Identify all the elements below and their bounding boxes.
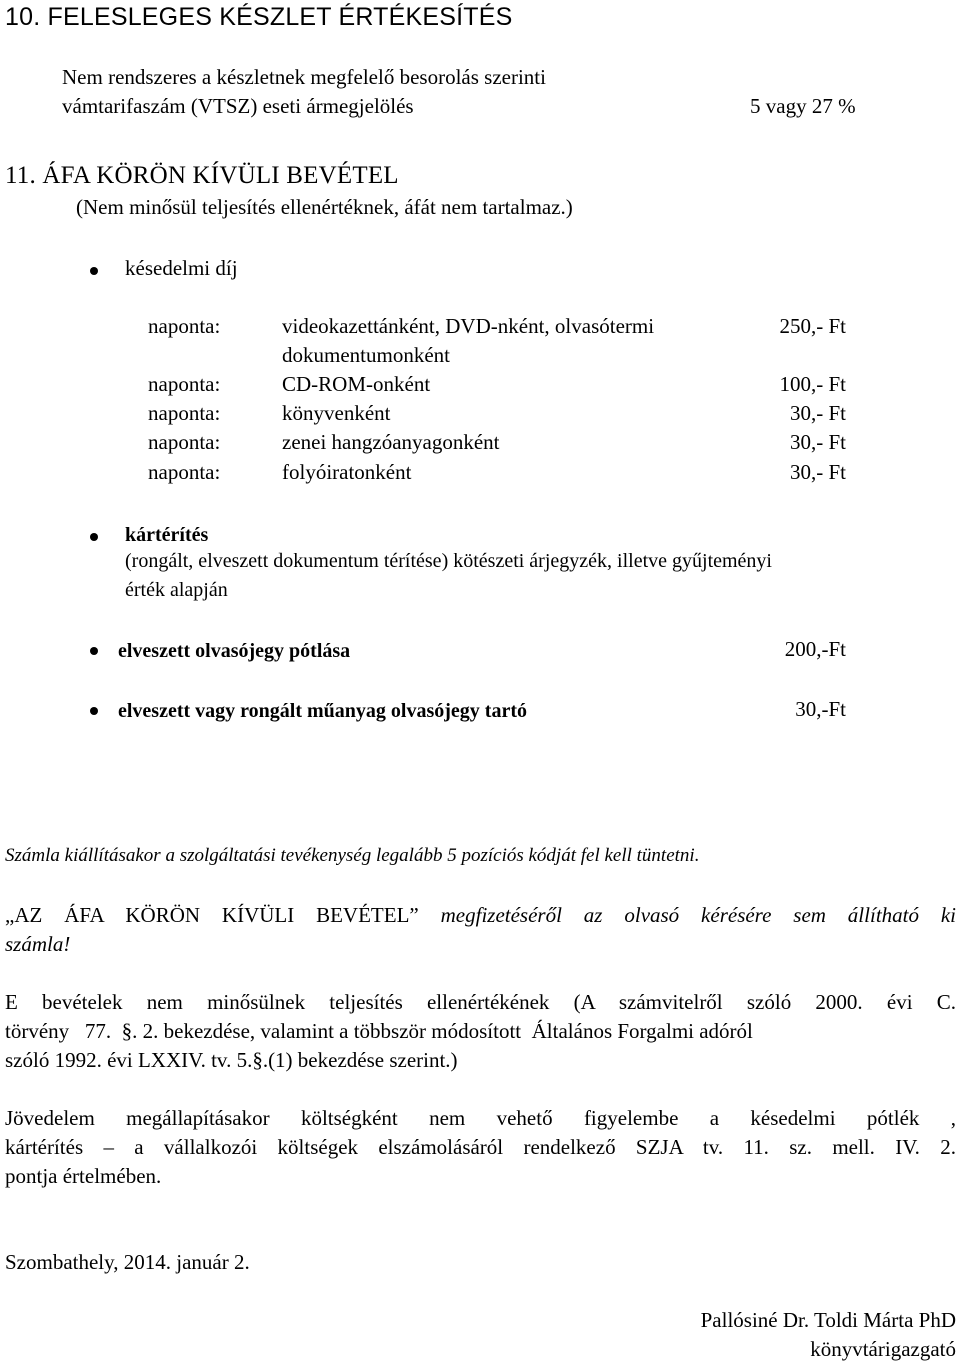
row-price: 250,- Ft: [779, 314, 846, 338]
section-10-rate: 5 vagy 27 %: [750, 94, 856, 118]
row-price: 30,- Ft: [789, 430, 846, 454]
bullet-icon: [90, 267, 98, 275]
row-item: folyóiratonként: [282, 460, 412, 484]
lost-card-label: elveszett olvasójegy pótlása: [118, 640, 351, 662]
holder-label: elveszett vagy rongált műanyag olvasójegy tartó: [118, 700, 528, 722]
row-price: 30,- Ft: [789, 401, 846, 425]
bullet-icon: [90, 647, 98, 655]
damages-line-2: érték alapján: [125, 579, 228, 601]
section-10-title: 10. FELESLEGES KÉSZLET ÉRTÉKESÍTÉS: [5, 3, 513, 31]
signature-name: Pallósiné Dr. Toldi Márta PhD: [700, 1308, 956, 1332]
place-date: Szombathely, 2014. január 2.: [5, 1250, 250, 1274]
para-1-line-2: törvény 77. §. 2. bekezdése, valamint a többször módosított Általános Forgalmi adóról: [5, 1019, 753, 1043]
row-period: naponta:: [148, 430, 221, 454]
section-11-title: 11. ÁFA KÖRÖN KÍVÜLI BEVÉTEL: [5, 162, 399, 189]
row-item: zenei hangzóanyagonként: [282, 430, 500, 454]
damages-line-1: (rongált, elveszett dokumentum térítése) kötészeti árjegyzék, illetve gyűjteményi: [125, 550, 772, 572]
afa-note-quote: „AZ ÁFA KÖRÖN KÍVÜLI BEVÉTEL”: [5, 903, 419, 927]
row-price: 30,- Ft: [789, 460, 846, 484]
section-10-line-1: Nem rendszeres a készletnek megfelelő besorolás szerinti: [62, 65, 546, 89]
afa-note-text: megfizetéséről az olvasó kérésére sem állítható ki: [440, 903, 957, 927]
bullet-icon: [90, 533, 98, 541]
section-10-line-2: vámtarifaszám (VTSZ) eseti ármegjelölés: [62, 94, 414, 118]
lost-card-price: 200,-Ft: [784, 637, 846, 661]
holder-price: 30,-Ft: [795, 697, 846, 721]
afa-note-line-2: számla!: [5, 932, 71, 956]
para-2-line-1: Jövedelem megállapításakor költségként nem vehető figyelembe a késedelmi pótlék ,: [5, 1106, 956, 1130]
invoice-note: Számla kiállításakor a szolgáltatási tevékenység legalább 5 pozíciós kódját fel kell tüntetni.: [5, 845, 700, 866]
row-item-continued: dokumentumonként: [282, 343, 450, 367]
row-period: naponta:: [148, 460, 221, 484]
para-2-line-2: kártérítés – a vállalkozói költségek elszámolásáról rendelkező SZJA tv. 11. sz. mell. IV. 2.: [5, 1135, 956, 1159]
para-2-line-3: pontja értelmében.: [5, 1164, 162, 1188]
row-period: naponta:: [148, 401, 221, 425]
row-price: 100,- Ft: [779, 372, 846, 396]
para-1-line-3: szóló 1992. évi LXXIV. tv. 5.§.(1) bekezdése szerint.): [5, 1048, 458, 1072]
row-item: könyvenként: [282, 401, 391, 425]
section-11-subtitle: (Nem minősül teljesítés ellenértéknek, áfát nem tartalmaz.): [76, 195, 573, 219]
afa-note-line-1: [5, 903, 956, 928]
row-period: naponta:: [148, 314, 221, 338]
signature-title: könyvtárigazgató: [810, 1337, 956, 1361]
row-item: CD-ROM-onként: [282, 372, 431, 396]
bullet-icon: [90, 707, 98, 715]
row-item: videokazettánként, DVD-nként, olvasótermi: [282, 314, 655, 338]
late-fee-heading: késedelmi díj: [125, 256, 238, 280]
damages-heading: kártérítés: [125, 524, 209, 546]
para-1-line-1: E bevételek nem minősülnek teljesítés ellenértékének (A számvitelről szóló 2000. évi C.: [5, 990, 956, 1014]
row-period: naponta:: [148, 372, 221, 396]
